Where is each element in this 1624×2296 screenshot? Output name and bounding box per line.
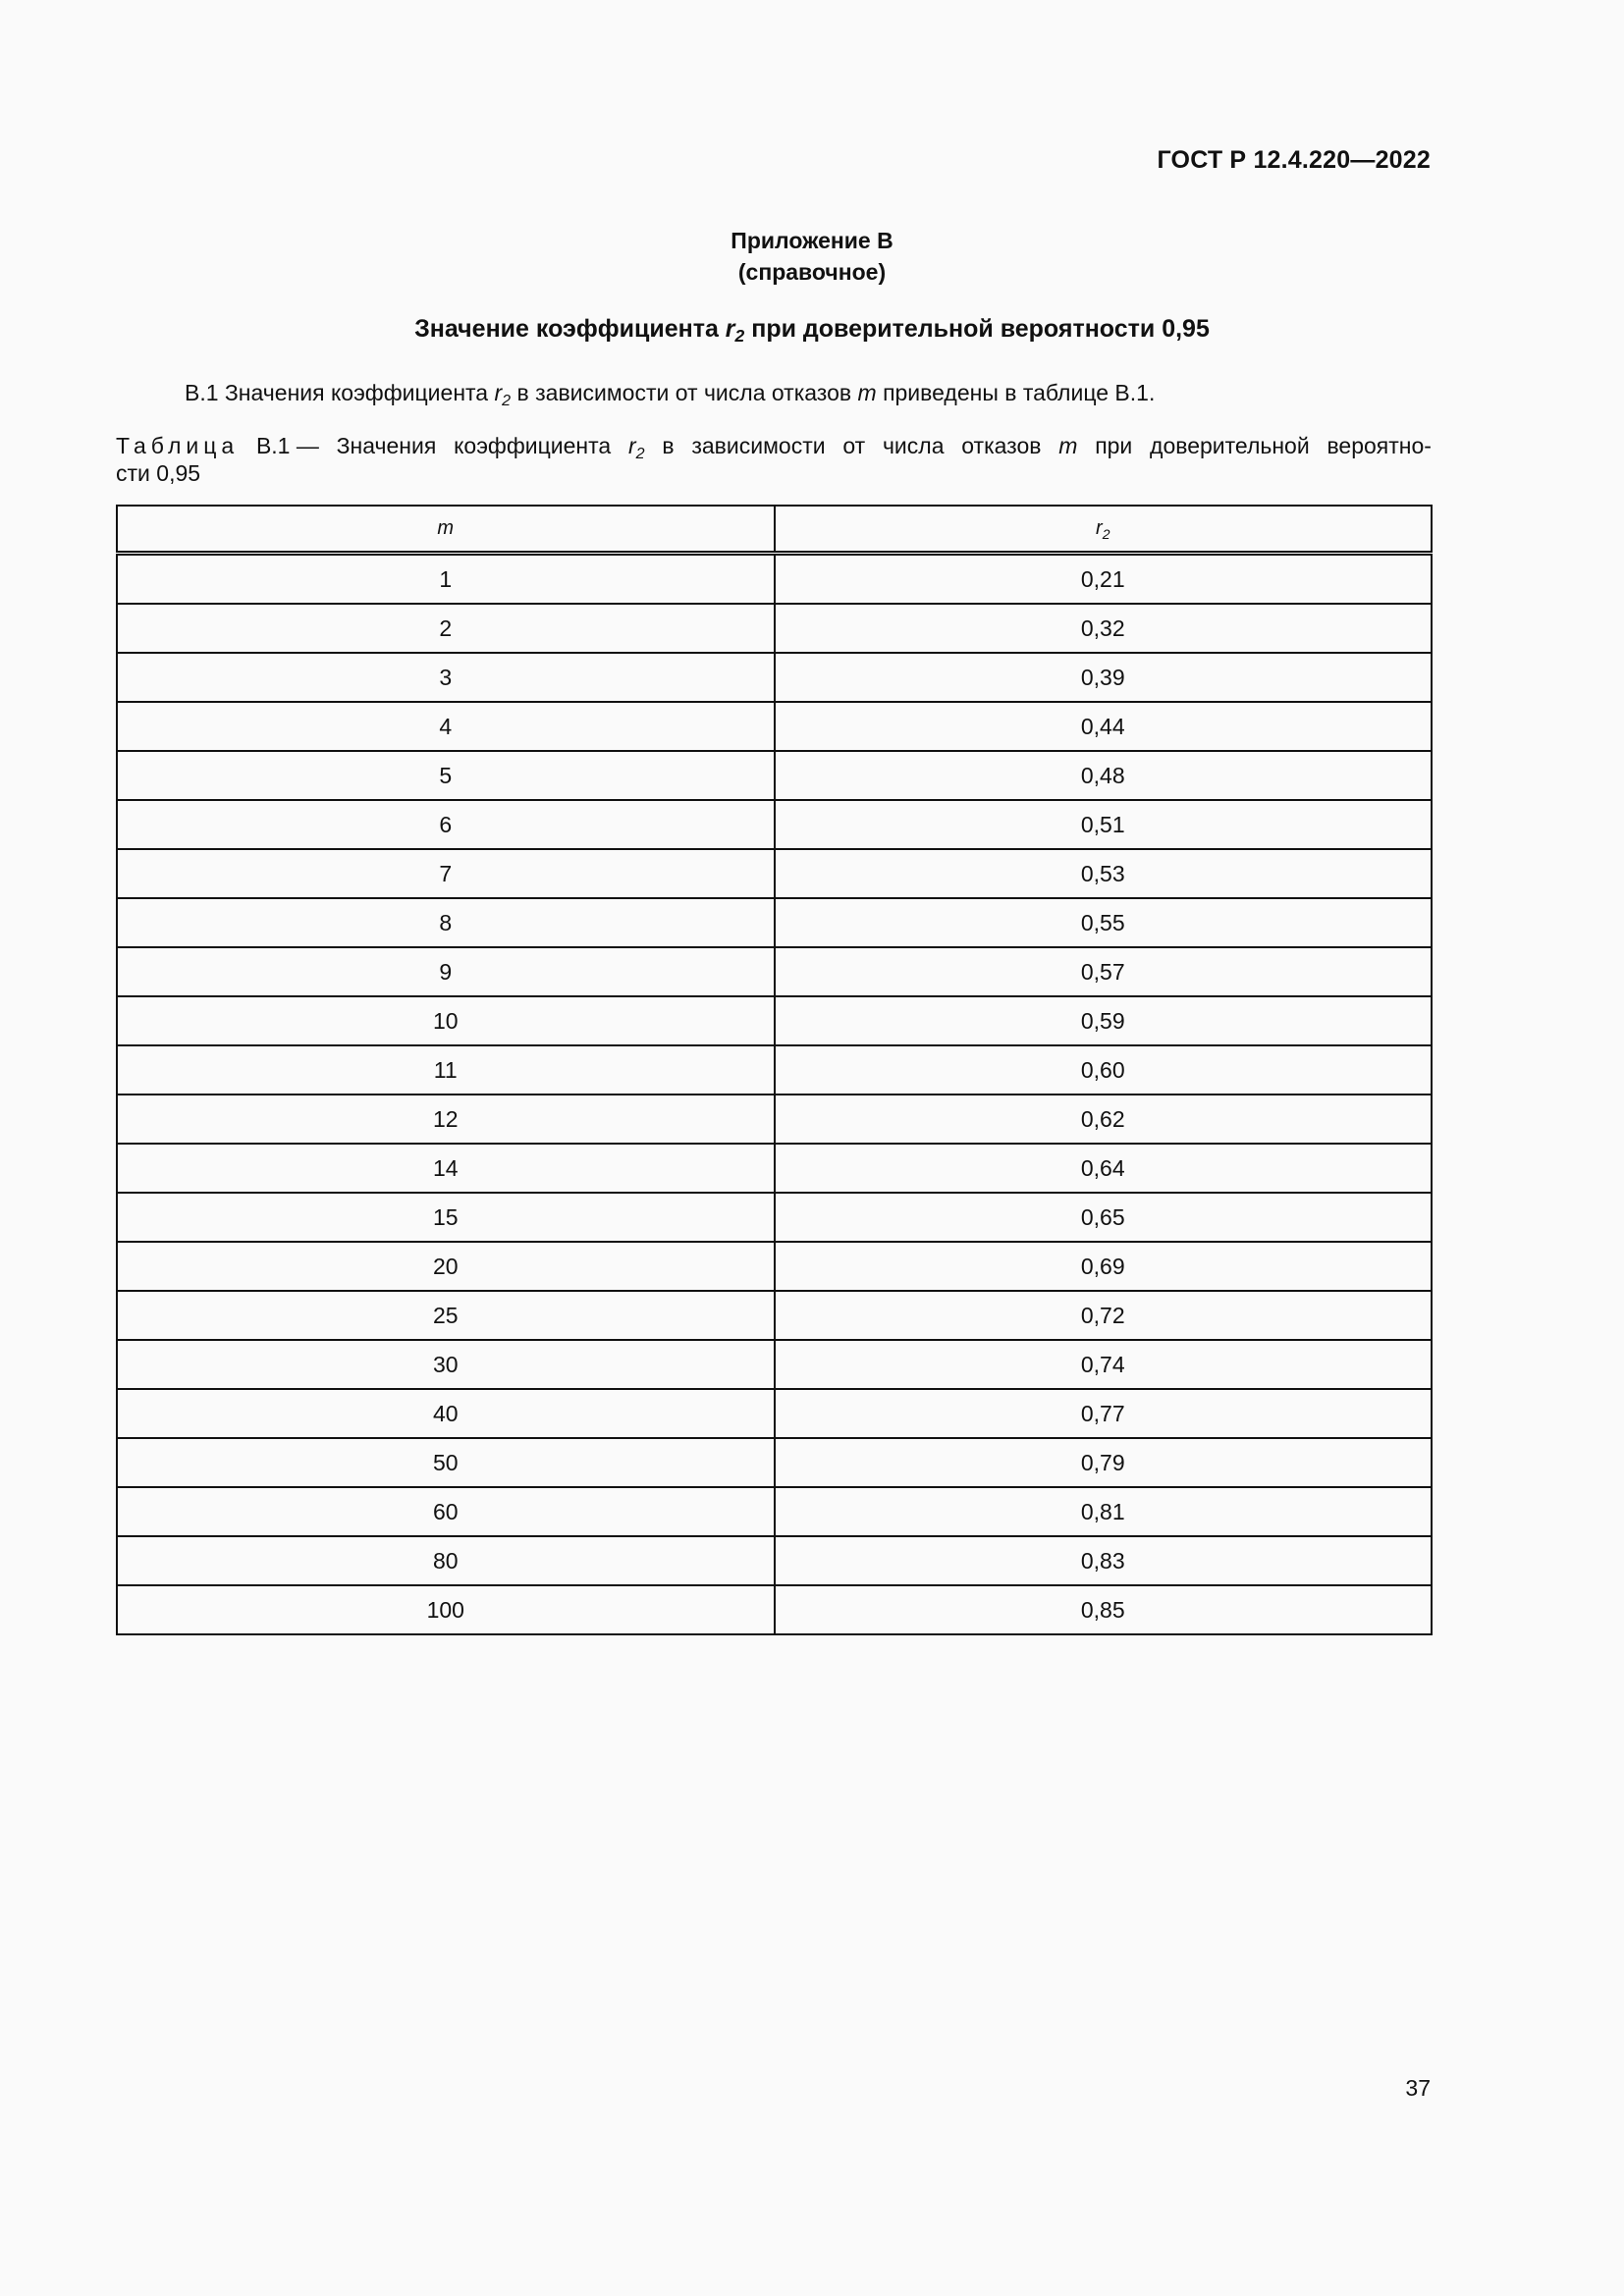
cell-r2: 0,55	[775, 898, 1433, 947]
cell-m: 14	[117, 1144, 775, 1193]
annex-title-suffix: при доверительной вероятности 0,95	[751, 315, 1210, 343]
table-row	[117, 1389, 1432, 1438]
table-row	[117, 1438, 1432, 1487]
caption-word: в	[662, 433, 675, 458]
cell-m: 80	[117, 1536, 775, 1585]
cell-r2: 0,77	[775, 1389, 1433, 1438]
annex-title-prefix: Значение коэффициента	[414, 315, 719, 343]
cell-r2: 0,53	[775, 849, 1433, 898]
cell-m: 15	[117, 1193, 775, 1242]
table-row	[117, 1193, 1432, 1242]
caption-line-1	[116, 432, 1432, 462]
header-m: m	[117, 506, 775, 554]
cell-m: 30	[117, 1340, 775, 1389]
annex-label: Приложение В	[731, 228, 893, 253]
table-row	[117, 1536, 1432, 1585]
cell-m: 20	[117, 1242, 775, 1291]
cell-m: 2	[117, 604, 775, 653]
cell-m: 7	[117, 849, 775, 898]
intro-suffix: приведены в таблице В.1.	[883, 380, 1156, 405]
cell-r2: 0,44	[775, 702, 1433, 751]
cell-m: 5	[117, 751, 775, 800]
table-row	[117, 554, 1432, 605]
table-body	[117, 554, 1432, 1635]
cell-m: 3	[117, 653, 775, 702]
intro-var-r2: $r_2$	[494, 380, 512, 409]
cell-r2: 0,48	[775, 751, 1433, 800]
caption-word: от	[842, 433, 866, 458]
caption-word: зависимости	[691, 433, 826, 458]
table-row	[117, 849, 1432, 898]
table-row	[117, 1487, 1432, 1536]
header-r2: $r_2$	[775, 506, 1433, 554]
table-caption	[116, 432, 1432, 487]
table-row	[117, 751, 1432, 800]
table-row	[117, 1291, 1432, 1340]
cell-r2: 0,62	[775, 1095, 1433, 1144]
caption-var-m: m	[1058, 433, 1078, 458]
cell-r2: 0,65	[775, 1193, 1433, 1242]
intro-middle: в зависимости от числа отказов	[516, 380, 852, 405]
intro-paragraph	[185, 380, 1156, 409]
caption-line-2: сти 0,95	[116, 460, 201, 486]
table-row	[117, 800, 1432, 849]
cell-r2: 0,32	[775, 604, 1433, 653]
intro-var-m: m	[857, 380, 877, 405]
cell-m: 12	[117, 1095, 775, 1144]
cell-m: 60	[117, 1487, 775, 1536]
cell-m: 9	[117, 947, 775, 996]
table-row	[117, 1045, 1432, 1095]
table-row	[117, 1242, 1432, 1291]
cell-r2: 0,57	[775, 947, 1433, 996]
cell-m: 8	[117, 898, 775, 947]
cell-r2: 0,39	[775, 653, 1433, 702]
caption-word: доверительной	[1150, 433, 1310, 458]
caption-word: отказов	[961, 433, 1042, 458]
cell-m: 1	[117, 554, 775, 605]
caption-word: Значения	[336, 433, 437, 458]
cell-r2: 0,51	[775, 800, 1433, 849]
caption-var-r2: $r_2$	[627, 433, 645, 462]
annex-heading	[0, 225, 1624, 288]
cell-r2: 0,21	[775, 554, 1433, 605]
cell-r2: 0,81	[775, 1487, 1433, 1536]
table-row	[117, 1095, 1432, 1144]
cell-m: 11	[117, 1045, 775, 1095]
cell-r2: 0,74	[775, 1340, 1433, 1389]
cell-r2: 0,60	[775, 1045, 1433, 1095]
table-row	[117, 898, 1432, 947]
table-row	[117, 604, 1432, 653]
cell-r2: 0,79	[775, 1438, 1433, 1487]
table-row	[117, 1585, 1432, 1634]
cell-r2: 0,69	[775, 1242, 1433, 1291]
cell-r2: 0,64	[775, 1144, 1433, 1193]
table-row	[117, 996, 1432, 1045]
annex-title	[0, 315, 1624, 344]
caption-label: Таблица	[116, 433, 240, 458]
table-row	[117, 1144, 1432, 1193]
caption-word: числа	[882, 433, 945, 458]
annex-title-var: $r_2$	[725, 315, 745, 346]
cell-m: 4	[117, 702, 775, 751]
table-header-row	[117, 506, 1432, 554]
caption-number: В.1 —	[255, 433, 319, 458]
cell-r2: 0,85	[775, 1585, 1433, 1634]
table-row	[117, 653, 1432, 702]
cell-r2: 0,83	[775, 1536, 1433, 1585]
caption-word: при	[1095, 433, 1133, 458]
coefficient-table	[116, 505, 1433, 1635]
cell-m: 100	[117, 1585, 775, 1634]
cell-m: 6	[117, 800, 775, 849]
cell-m: 10	[117, 996, 775, 1045]
cell-r2: 0,72	[775, 1291, 1433, 1340]
cell-m: 40	[117, 1389, 775, 1438]
intro-prefix: В.1 Значения коэффициента	[185, 380, 489, 405]
table-row	[117, 1340, 1432, 1389]
caption-word: вероятно-	[1326, 433, 1432, 458]
caption-word: коэффициента	[454, 433, 612, 458]
annex-type: (справочное)	[737, 259, 887, 285]
document-code: ГОСТ Р 12.4.220—2022	[1157, 146, 1431, 174]
table-row	[117, 702, 1432, 751]
table-row	[117, 947, 1432, 996]
page-number: 37	[1405, 2075, 1431, 2101]
cell-m: 25	[117, 1291, 775, 1340]
cell-r2: 0,59	[775, 996, 1433, 1045]
cell-m: 50	[117, 1438, 775, 1487]
